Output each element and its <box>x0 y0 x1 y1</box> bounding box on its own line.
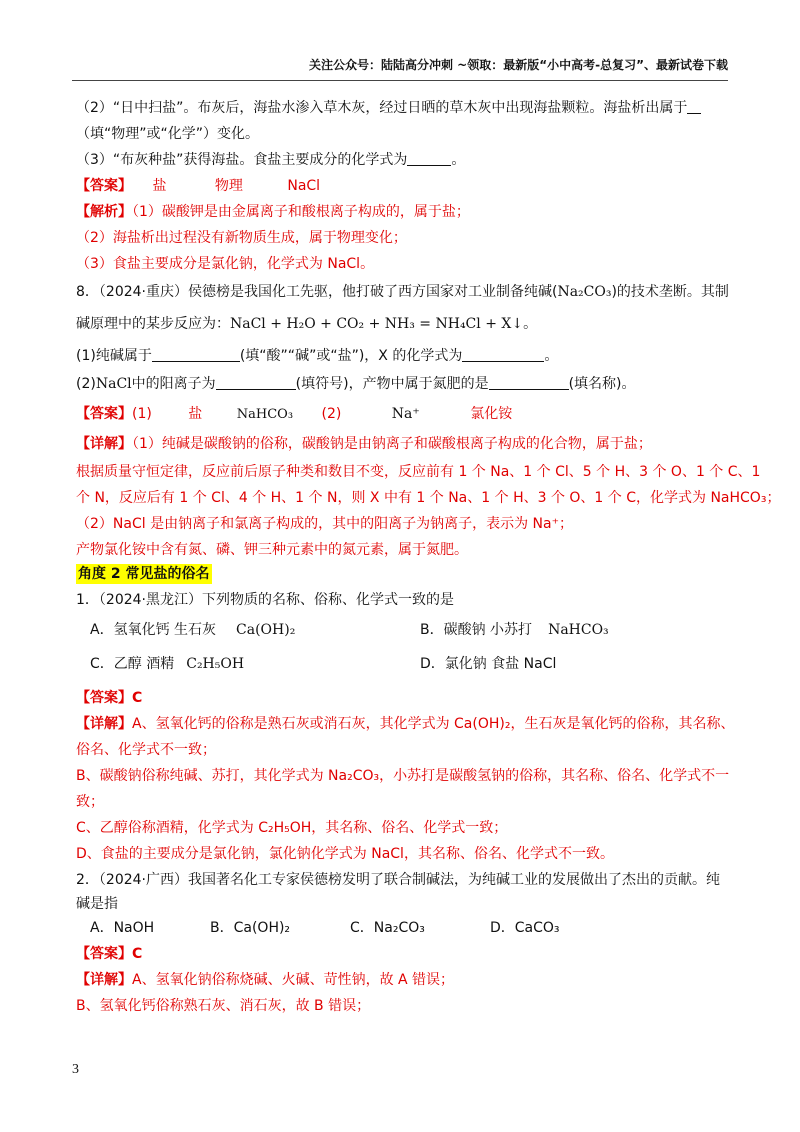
q2-answer: 【答案】C <box>76 946 143 962</box>
period: 。 <box>451 152 466 168</box>
q1-detail-1 <box>76 714 735 734</box>
q2-detail-2: B、氢氧化钙俗称熟石灰、消石灰，故 B 错误； <box>76 998 371 1014</box>
answer-tag: 【答案】 <box>76 406 132 422</box>
q8-answer <box>76 404 730 425</box>
q1-option-b-text: B．碳酸钠 小苏打 <box>420 622 533 638</box>
q1-stem: 1．（2024·黑龙江）下列物质的名称、俗称、化学式一致的是 <box>76 592 454 608</box>
q-prev-answer <box>76 176 730 196</box>
q8-stem-line2 <box>76 314 730 334</box>
q2-stem-1: 2．（2024·广西）我国著名化工专家侯德榜发明了联合制碱法，为纯碱工业的发展做出了杰出的贡献。纯 <box>76 872 720 888</box>
q1-option-c <box>90 654 420 674</box>
period: 。 <box>544 348 559 364</box>
q1-options-cd <box>76 654 730 674</box>
answer-2-formula: NaHCO₃ <box>236 407 294 422</box>
detail-tag: 【详解】 <box>76 436 132 452</box>
q1-option-c-text: C．乙醇 酒精 <box>90 656 175 672</box>
q1-option-c-formula: C₂H₅OH <box>186 656 245 672</box>
q-prev-part3-text: （3）“布灰种盐”获得海盐。食盐主要成分的化学式为 <box>76 152 408 168</box>
answer-blank <box>687 99 701 114</box>
q8-stem-text: 8．（2024·重庆）侯德榜是我国化工先驱，他打破了西方国家对工业制备纯碱( <box>76 284 558 300</box>
q-prev-analysis-3: （3）食盐主要成分是氯化钠，化学式为 NaCl。 <box>76 256 375 272</box>
q8-stem-text-c: 碱原理中的某步反应为： <box>76 316 230 332</box>
analysis-tag: 【解析】 <box>76 204 132 220</box>
q8-sub2-text-d: (填名称)。 <box>568 376 636 392</box>
answer-blank <box>462 347 544 362</box>
answer-4: 氯化铵 <box>470 406 513 422</box>
q8-sub2-text-c: (填符号)，产物中属于氮肥的是 <box>295 376 489 392</box>
header-rule <box>72 80 728 81</box>
q8-stem-formula: Na₂CO₃ <box>557 284 612 300</box>
q2-stem-2: 碱是指 <box>76 896 118 912</box>
q1-option-d: D．氯化钠 食盐 NaCl <box>420 656 557 672</box>
period: 。 <box>523 316 538 332</box>
q8-detail-2: 根据质量守恒定律，反应前后原子种类和数目不变，反应前有 1 个 Na、1 个 Cl、5 个 H、3 个 O、1 个 C、1 <box>76 464 761 480</box>
answer-num-1: (1) <box>132 406 152 422</box>
q8-sub2 <box>76 374 730 394</box>
q8-detail-4: （2）NaCl 是由钠离子和氯离子构成的，其中的阳离子为钠离子，表示为 Na⁺； <box>76 516 573 532</box>
answer-blank <box>216 375 296 390</box>
q1-detail-6: D、食盐的主要成分是氯化钠，氯化钠化学式为 NaCl，其名称、俗名、化学式不一致。 <box>76 846 614 862</box>
q8-equation: NaCl + H₂O + CO₂ + NH₃ = NH₄Cl + X↓ <box>230 316 524 332</box>
detail-tag: 【详解】 <box>76 716 132 732</box>
q8-stem-text-b: )的技术垄断。其制 <box>611 284 729 300</box>
q1-answer: 【答案】C <box>76 690 143 706</box>
q1-detail-4: 致； <box>76 794 104 810</box>
q2-options <box>76 918 730 938</box>
answer-1: 盐 <box>152 178 167 194</box>
q-prev-part2-line1 <box>76 98 730 118</box>
q1-option-a <box>90 620 420 640</box>
q1-detail-5: C、乙醇俗称酒精，化学式为 C₂H₅OH，其名称、俗名、化学式一致； <box>76 820 508 836</box>
answer-blank <box>489 375 569 390</box>
detail-text: （1）纯碱是碳酸钠的俗称，碳酸钠是由钠离子和碳酸根离子构成的化合物，属于盐； <box>132 436 652 452</box>
section-title: 角度 2 常见盐的俗名 <box>78 566 210 582</box>
page-number: 3 <box>72 1062 79 1077</box>
q1-option-b <box>420 620 609 640</box>
answer-1: 盐 <box>188 406 203 422</box>
analysis-text: （1）碳酸钾是由金属离子和酸根离子构成的，属于盐； <box>132 204 470 220</box>
q2-detail-1 <box>76 970 730 990</box>
q8-detail-5: 产物氯化铵中含有氮、磷、钾三种元素中的氮元素，属于氮肥。 <box>76 542 468 558</box>
page-header: 关注公众号：陆陆高分冲刺 ~领取：最新版“小中高考-总复习”、最新试卷下载 <box>309 58 728 72</box>
q8-sub2-formula: NaCl <box>95 376 132 392</box>
answer-num-2: (2) <box>321 406 342 422</box>
q2-option-c: C．Na₂CO₃ <box>350 920 425 936</box>
q-prev-part2-text: （2）“日中扫盐”。布灰后，海盐水渗入草木灰，经过日晒的草木灰中出现海盐颗粒。海盐析出属于 <box>76 100 688 116</box>
detail-text: A、氢氧化钙的俗称是熟石灰或消石灰，其化学式为 Ca(OH)₂，生石灰是氧化钙的俗称，其名称、 <box>132 716 735 732</box>
q8-detail-3: 个 N，反应后有 1 个 Cl、4 个 H、1 个 N，则 X 中有 1 个 Na、1 个 H、3 个 O、1 个 C，化学式为 NaHCO₃； <box>76 490 781 506</box>
q8-sub1 <box>76 346 730 366</box>
detail-tag: 【详解】 <box>76 972 132 988</box>
q2-option-b: B．Ca(OH)₂ <box>210 920 291 936</box>
q1-detail-2: 俗名、化学式不一致； <box>76 742 216 758</box>
q8-sub2-text: 中的阳离子为 <box>131 376 216 392</box>
q1-option-a-text: A．氢氧化钙 生石灰 <box>90 622 217 638</box>
answer-blank <box>407 151 451 166</box>
q8-sub2-num: (2) <box>76 376 96 392</box>
q1-option-b-formula: NaHCO₃ <box>548 622 609 638</box>
q-prev-part3-line <box>76 150 730 170</box>
answer-blank <box>152 347 240 362</box>
answer-3-formula: Na⁺ <box>391 406 420 422</box>
q1-options-ab <box>76 620 730 640</box>
q8-sub1-text-b: (填“酸”“碱”或“盐”)，X 的化学式为 <box>239 348 463 364</box>
answer-3: NaCl <box>287 178 321 194</box>
q-prev-part2-line2: （填“物理”或“化学”）变化。 <box>76 126 260 142</box>
q2-option-a: A．NaOH <box>90 920 155 936</box>
q8-stem-line1 <box>76 282 730 302</box>
q8-detail-1 <box>76 434 730 454</box>
q1-detail-3: B、碳酸钠俗称纯碱、苏打，其化学式为 Na₂CO₃，小苏打是碳酸氢钠的俗称，其名称、俗名、化学式不一 <box>76 768 730 784</box>
q8-sub1-text: (1)纯碱属于 <box>76 348 152 364</box>
detail-text: A、氢氧化钠俗称烧碱、火碱、苛性钠，故 A 错误； <box>132 972 455 988</box>
q2-option-d: D．CaCO₃ <box>490 920 560 936</box>
answer-tag: 【答案】 <box>76 178 132 194</box>
q1-option-a-formula: Ca(OH)₂ <box>236 622 296 638</box>
q-prev-analysis-2: （2）海盐析出过程没有新物质生成，属于物理变化； <box>76 230 407 246</box>
answer-2: 物理 <box>214 178 243 194</box>
q-prev-analysis-1 <box>76 202 730 222</box>
